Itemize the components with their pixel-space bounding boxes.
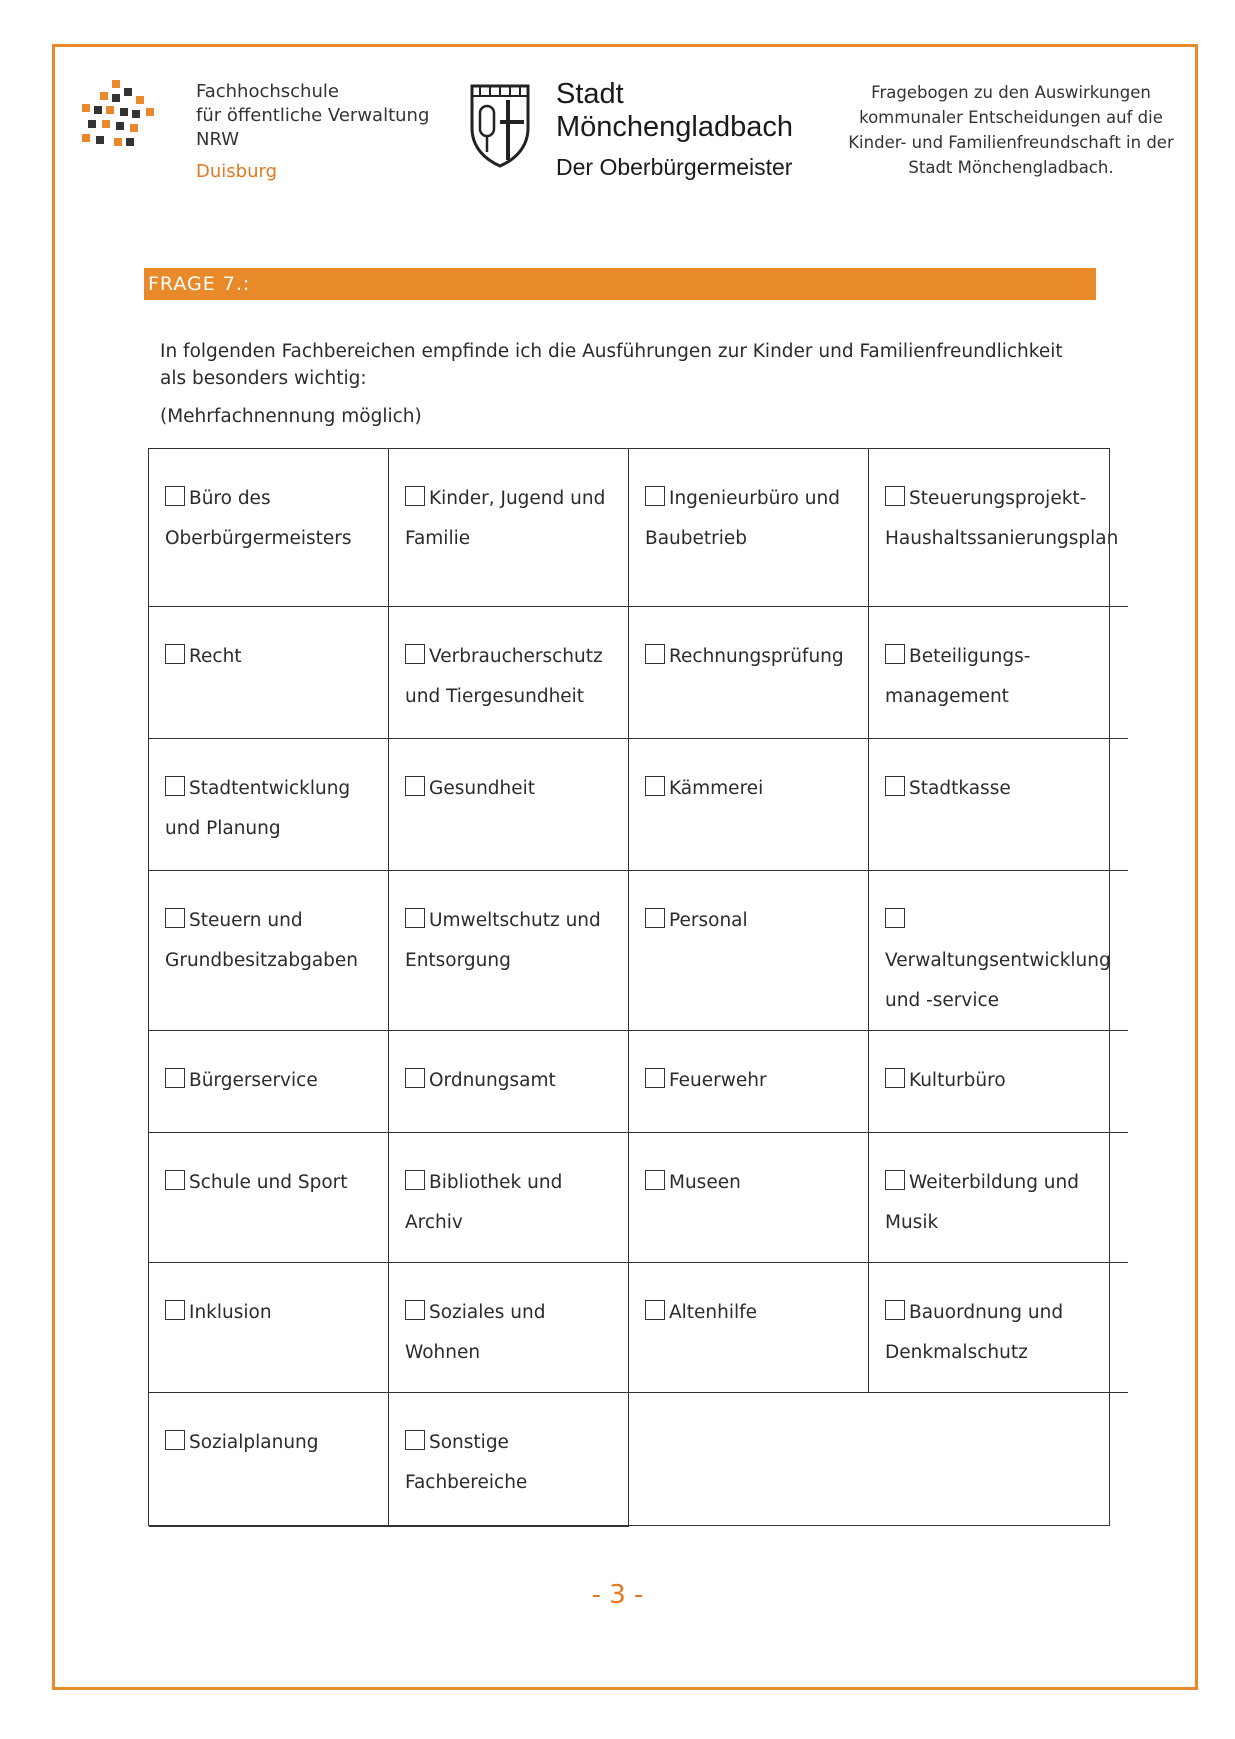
fh-city: Duisburg [196,161,277,182]
option-checkbox[interactable] [165,644,185,664]
option-label: Museen [669,1172,741,1193]
option-cell [869,1263,1128,1393]
option-checkbox[interactable] [645,1300,665,1320]
option-checkbox[interactable] [405,1430,425,1450]
option-checkbox[interactable] [885,776,905,796]
option-label: Steuern und Grundbesitzabgaben [165,910,359,971]
option-cell [389,1133,629,1263]
option-checkbox[interactable] [165,1170,185,1190]
option-checkbox[interactable] [405,908,425,928]
question-text: In folgenden Fachbereichen empfinde ich die Ausführungen zur Kinder und Familienfreundlichkeit als besonders wichtig: [160,341,1063,389]
option-cell [149,1133,389,1263]
option-checkbox[interactable] [405,1068,425,1088]
empty-cell [869,1393,1128,1527]
option-checkbox[interactable] [885,1068,905,1088]
option-label: Stadtentwicklung und Planung [165,778,351,839]
option-cell [149,739,389,871]
option-cell [389,1393,629,1527]
option-cell [629,1031,869,1133]
option-checkbox[interactable] [405,486,425,506]
option-label: Stadtkasse [909,778,1011,799]
option-cell [869,871,1128,1031]
fh-line-2: für öffentliche Verwaltung [196,105,430,126]
fh-logo-icon [82,80,158,150]
option-cell [389,1031,629,1133]
option-cell [629,607,869,739]
option-label: Inklusion [189,1302,272,1323]
option-label: Kulturbüro [909,1070,1006,1091]
option-cell [149,1393,389,1527]
option-cell [869,449,1128,607]
option-checkbox[interactable] [885,644,905,664]
option-label: Gesundheit [429,778,536,799]
option-checkbox[interactable] [165,1068,185,1088]
option-cell [869,1133,1128,1263]
option-checkbox[interactable] [165,1430,185,1450]
option-cell [869,607,1128,739]
option-cell [149,1031,389,1133]
option-checkbox[interactable] [645,908,665,928]
option-label: Bibliothek und Archiv [405,1172,563,1233]
option-label: Recht [189,646,242,667]
option-cell [869,1031,1128,1133]
option-cell [389,449,629,607]
option-label: Bürgerservice [189,1070,318,1091]
option-cell [389,739,629,871]
option-cell [629,739,869,871]
option-checkbox[interactable] [645,1170,665,1190]
option-checkbox[interactable] [405,776,425,796]
options-grid [148,448,1119,1526]
option-checkbox[interactable] [645,776,665,796]
option-label: Büro des Oberbürgermeisters [165,488,352,549]
option-label: Verwaltungsentwicklung und -service [885,950,1111,1011]
option-cell [389,871,629,1031]
option-checkbox[interactable] [405,644,425,664]
option-label: Verbraucherschutz und Tiergesundheit [405,646,603,707]
option-cell [389,1263,629,1393]
question-note: (Mehrfachnennung möglich) [160,406,422,427]
option-label: Soziales und Wohnen [405,1302,546,1363]
option-label: Rechnungsprüfung [669,646,844,667]
option-cell [149,607,389,739]
option-checkbox[interactable] [645,644,665,664]
fh-line-1: Fachhochschule [196,81,339,102]
survey-title: Fragebogen zu den Auswirkungen kommunaler Entscheidungen auf die Kinder- und Familienfreundschaft in der Stadt Mönchengladbach. [848,83,1174,177]
option-cell [629,1133,869,1263]
option-label: Schule und Sport [189,1172,348,1193]
option-label: Ingenieurbüro und Baubetrieb [645,488,840,549]
option-checkbox[interactable] [885,908,905,928]
option-label: Personal [669,910,748,931]
option-checkbox[interactable] [885,1170,905,1190]
option-cell [149,1263,389,1393]
city-crest-icon [468,82,532,170]
city-line-1: Stadt [556,78,624,110]
option-cell [149,449,389,607]
option-checkbox[interactable] [645,1068,665,1088]
option-label: Bauordnung und Denkmalschutz [885,1302,1064,1363]
fh-line-3: NRW [196,129,240,150]
option-checkbox[interactable] [885,1300,905,1320]
option-checkbox[interactable] [165,486,185,506]
option-label: Sozialplanung [189,1432,319,1453]
option-cell [629,871,869,1031]
option-label: Weiterbildung und Musik [885,1172,1080,1233]
option-cell [629,449,869,607]
option-checkbox[interactable] [885,486,905,506]
option-checkbox[interactable] [165,1300,185,1320]
option-label: Kämmerei [669,778,764,799]
option-label: Umweltschutz und Entsorgung [405,910,601,971]
city-name-block [556,78,793,182]
fh-name [196,80,429,184]
option-label: Sonstige Fachbereiche [405,1432,528,1493]
option-checkbox[interactable] [645,486,665,506]
empty-cell [629,1393,869,1527]
option-checkbox[interactable] [405,1170,425,1190]
option-checkbox[interactable] [165,908,185,928]
question-label: FRAGE 7.: [144,268,1096,300]
city-line-3: Der Oberbürgermeister [556,154,793,180]
option-checkbox[interactable] [165,776,185,796]
option-cell [149,871,389,1031]
option-cell [869,739,1128,871]
option-label: Feuerwehr [669,1070,767,1091]
option-label: Altenhilfe [669,1302,758,1323]
city-line-2: Mönchengladbach [556,111,794,143]
option-label: Beteiligungs-management [885,646,1031,707]
option-checkbox[interactable] [405,1300,425,1320]
option-label: Ordnungsamt [429,1070,556,1091]
option-label: Kinder, Jugend und Familie [405,488,606,549]
option-cell [629,1263,869,1393]
option-label: Steuerungsprojekt-Haushaltssanierungsplan [885,488,1119,549]
page-number: - 3 - [591,1580,644,1610]
option-cell [389,607,629,739]
